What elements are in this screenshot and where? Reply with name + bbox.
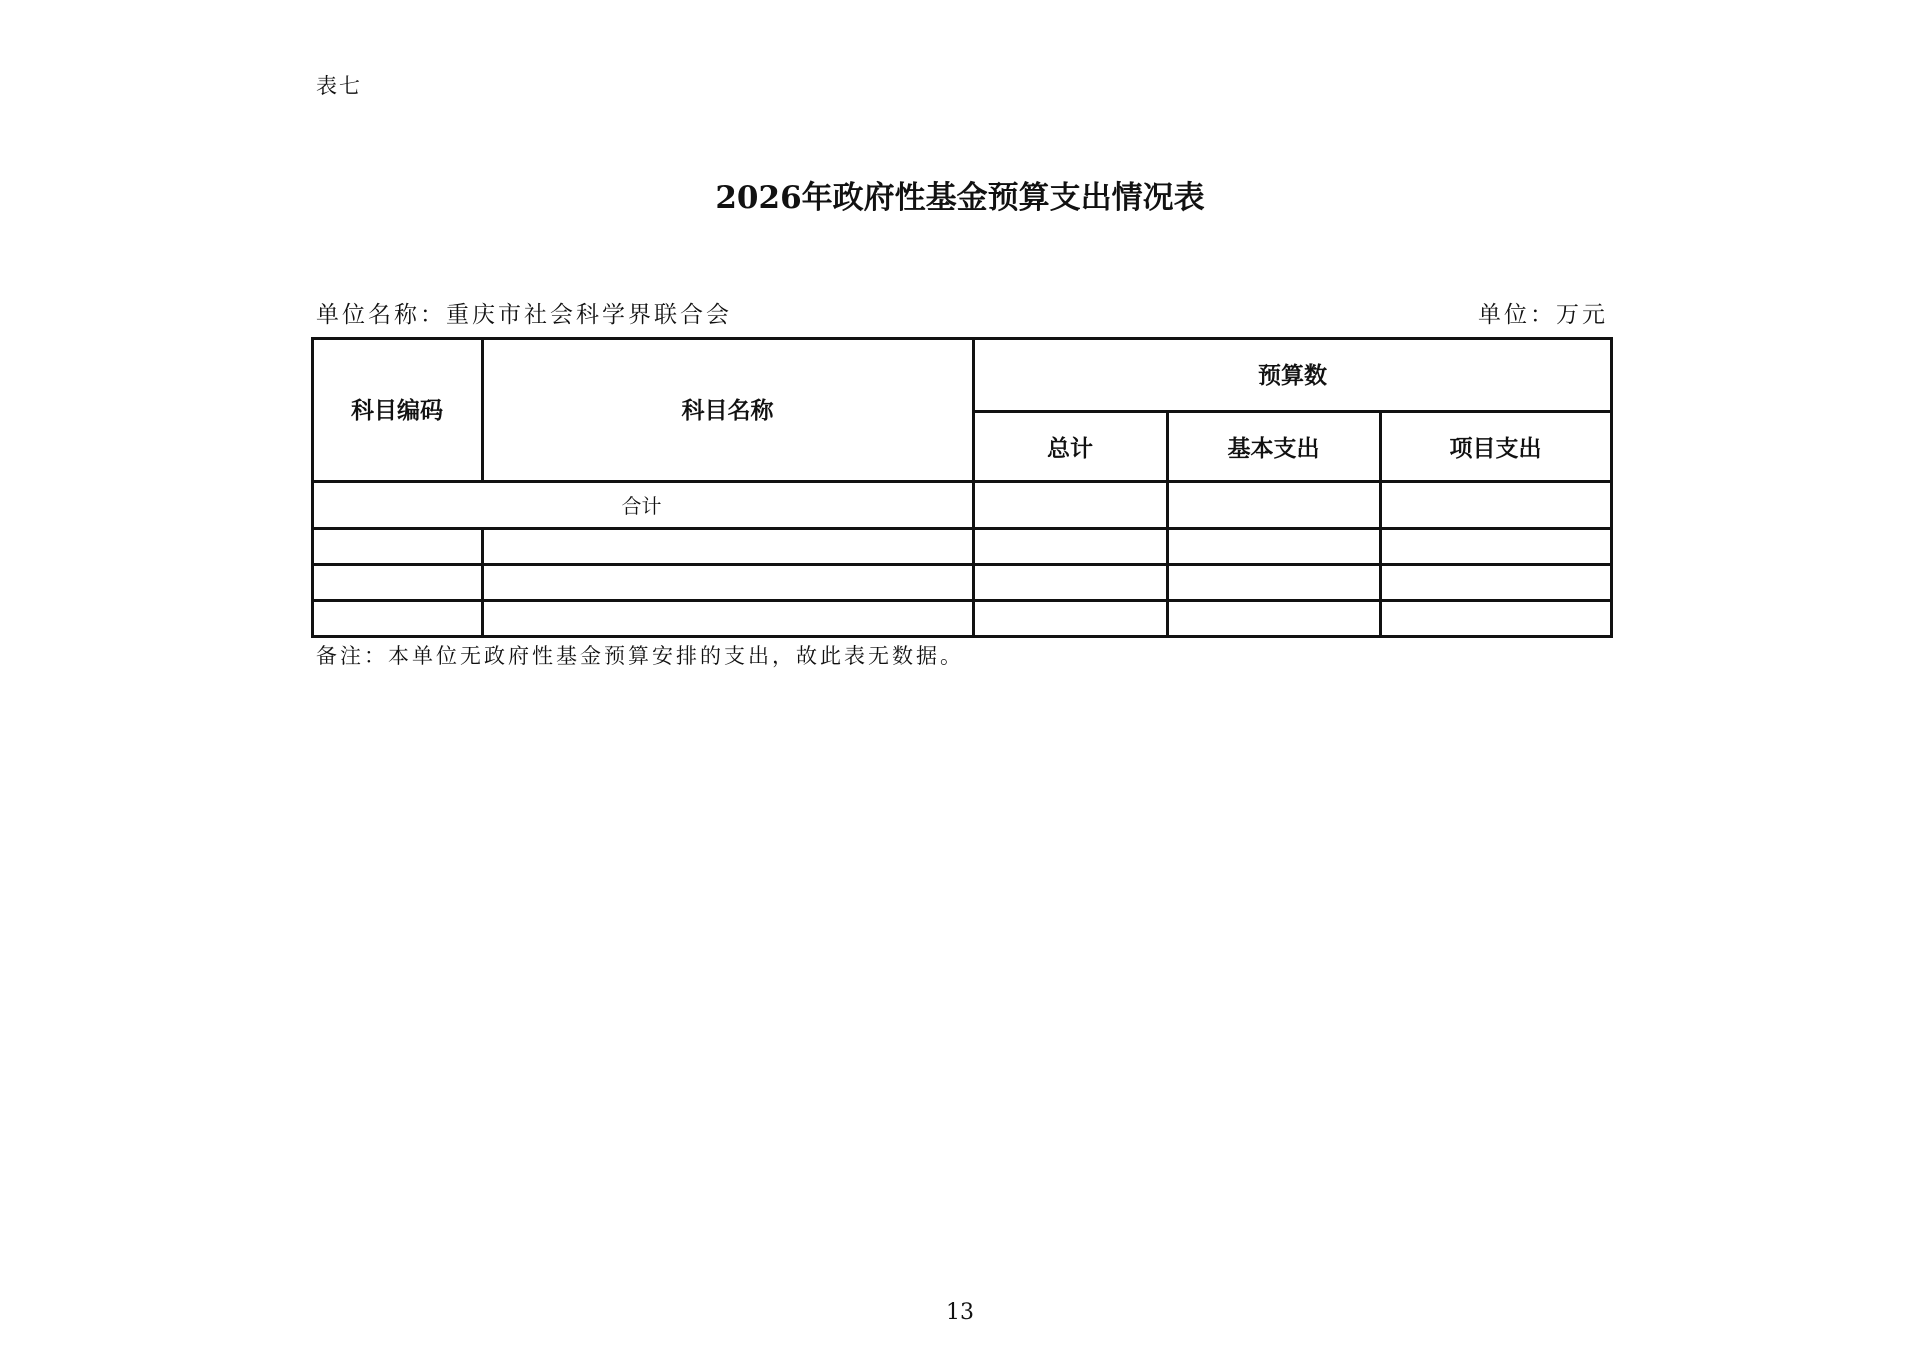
table-row-2-total [974,565,1166,599]
table-border-bottom [311,635,1613,638]
table-row-1-project [1381,529,1610,563]
table-row-3-project [1381,601,1610,635]
page-title: 2026年政府性基金预算支出情况表 [715,180,1205,216]
table-row-2-basic [1168,565,1379,599]
total-row-total [974,482,1166,527]
table-row-2-name [483,565,972,599]
table-row-1-total [974,529,1166,563]
table-row-2-code [311,565,481,599]
table-row-3-code [311,601,481,635]
table-row-1-name [483,529,972,563]
header-project-expenditure: 项目支出 [1449,435,1542,462]
header-subject-code: 科目编码 [351,398,443,424]
table-number-label: 表七 [316,74,362,98]
table-row-3-name [483,601,972,635]
table-row-1-code [311,529,481,563]
budget-expenditure-table [311,337,1613,637]
table-row-2-project [1381,565,1610,599]
table-row-3-total [974,601,1166,635]
header-basic-expenditure: 基本支出 [1227,435,1320,462]
total-row-label: 合计 [621,494,662,518]
header-subject-name: 科目名称 [681,398,774,424]
total-row-basic [1168,482,1379,527]
unit-name-label: 单位名称：重庆市社会科学界联合会 [316,302,732,328]
table-row-3-basic [1168,601,1379,635]
header-total: 总计 [1047,435,1093,462]
header-budget-group: 预算数 [1258,363,1327,389]
page-number: 13 [946,1300,974,1325]
table-row-1-basic [1168,529,1379,563]
currency-unit-label: 单位：万元 [1478,302,1608,328]
table-note: 备注：本单位无政府性基金预算安排的支出，故此表无数据。 [316,644,964,668]
total-row-project [1381,482,1610,527]
